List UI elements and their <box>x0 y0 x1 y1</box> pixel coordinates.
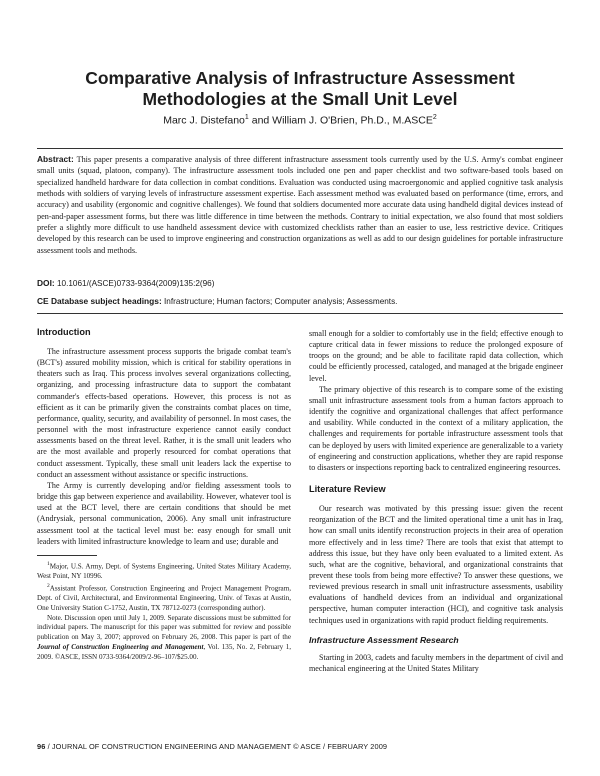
author-2-affiliation-mark: 2 <box>432 114 437 121</box>
infrastructure-assessment-research-heading: Infrastructure Assessment Research <box>309 634 459 645</box>
abstract-label: Abstract: <box>37 154 74 164</box>
footer-journal-line: / JOURNAL OF CONSTRUCTION ENGINEERING AND MANAGEMENT © ASCE / FEBRUARY 2009 <box>45 742 388 751</box>
footnote-2: $^2$Assistant Professor, Construction Engineering and Project Management Program, Dept. of Civil, Architectural, and Environmental Engineering, Univ. of Texas at Austin, One University Station C-1752, Austin, TX 78712-0273 (corresponding author). <box>37 582 291 612</box>
footnote-2-mark: 2 <box>47 582 50 589</box>
subject-headings-label: CE Database subject headings: <box>37 296 162 306</box>
right-column <box>309 328 563 674</box>
abstract-bottom-rule <box>37 313 563 314</box>
author-1: Marc J. Distefano <box>163 114 245 127</box>
introduction-paragraph-1: The infrastructure assessment process supports the brigade combat team's (BCT's) assured mobility mission, which is critical for stability operations in theaters such as Iraq. This process involves several organizations collecting, organizing, and processing infrastructure data to support the combatant commander's effects-based operations. However, this process is not as efficient as it can be primarily given the constraints combat places on time, performance, quality, security, and availability of personnel. In most cases, the personnel with the most infrastructure experience cannot easily conduct assessments based on the threat level. Rather, it is the small unit leaders who are the most available and properly resourced for combat operations that conduct assessment. Typically, these small unit leaders lack the expertise to conduct an assessment without assistance or specific instructions. <box>37 347 291 479</box>
doi-line <box>37 278 563 288</box>
abstract-text: This paper presents a comparative analysis of three different infrastructure assessment tools currently used by the U.S. Army's combat engineer small units (squad, platoon, company). The infrastructure assessment tools included one pen and paper checklist and two software-based tools based on specialized handheld hardware for data collection in combat conditions. Evaluation was conducted using macroergonomic and applied cognitive task analysis methods with soldiers of varying levels of infrastructure assessment expertise. Each assessment method was evaluated based on performance (time, errors, and accuracy) and usability (ergonomic and cognitive challenges). We found that soldiers documented more accurate data using handheld digital devices instead of pen-and-paper assessment forms, but there was little difference in time between the methods. Contrary to initial expectation, we also found that most soldiers prefer a slightly more difficult to use handheld assessment device with customized checklists rather than an easier to use, less restrictive device. Critiques developed by this research can be used to improve engineering and construction organizations as well as add to our design guidelines for portable infrastructure assessment tools and methods. <box>37 155 563 255</box>
abstract-top-rule <box>37 148 563 149</box>
literature-review-paragraph: Our research was motivated by this pressing issue: given the recent reorganization of the BCT and the limited operational time a unit has in Iraq, how can small units identify reconstruction projects in their area of operation more effectively and in less time? There are tools that exist that attempt to address this issue, but they have only been evaluated to a limited extent. As such, what are the cognitive, behavioral, and organizational constraints that prevent these tools from being more effective? To answer these questions, we reviewed previous research in small unit infrastructure assessments, usability evaluations of handheld devices from an individual and organizational perspective, human computer interaction (HCI), and cognitive task analysis techniques used in organizations with rapid product fielding requirements. <box>309 504 563 625</box>
introduction-heading: Introduction <box>37 327 91 337</box>
page-number: 96 <box>37 742 46 751</box>
introduction-paragraph-4: The primary objective of this research is to compare some of the existing small unit infrastructure assessment tools from a human factors approach to identify the cognitive and organizational challenges that affect performance and usability. While conducted in the context of a military application, the challenges and requirements for portable infrastructure assessment tools that can be deployed by users with limited experience are generalizable to a variety of engineering and construction applications, whether they are rapid response to disasters or inspections reporting back to centralized engineering resources. <box>309 384 563 472</box>
footnote-1-mark: 1 <box>47 560 50 567</box>
author-1-affiliation-mark: 1 <box>244 114 249 121</box>
page-footer <box>37 742 563 751</box>
paper-title: Comparative Analysis of Infrastructure Assessment Methodologies at the Small Unit Level <box>85 68 515 109</box>
left-column <box>37 326 291 663</box>
discussion-note: Note. Discussion open until July 1, 2009. Separate discussions must be submitted for individual papers. The manuscript for this paper was submitted for review and possible publication on May 3, 2007; approved on February 26, 2008. This paper is part of the Journal of Construction Engineering and Management, Vol. 135, No. 2, February 1, 2009. ©ASCE, ISSN 0733-9364/2009/2-96–107/$25.00. <box>37 613 292 661</box>
footnote-rule <box>37 555 97 556</box>
subject-headings-value: Infrastructure; Human factors; Computer analysis; Assessments. <box>164 297 398 306</box>
author-line <box>30 114 570 127</box>
author-conjunction: and <box>248 114 273 127</box>
author-2: William J. O'Brien, Ph.D., M.ASCE <box>272 114 433 127</box>
journal-name: Journal of Construction Engineering and Management <box>37 642 204 651</box>
footnote-1: $^1$Major, U.S. Army, Dept. of Systems Engineering, United States Military Academy, West Point, NY 10996. <box>37 560 291 580</box>
doi-label: DOI: <box>37 278 55 288</box>
literature-review-heading: Literature Review <box>309 484 386 495</box>
subject-headings <box>37 296 563 306</box>
abstract <box>37 154 563 256</box>
doi-value: 10.1061/(ASCE)0733-9364(2009)135:2(96) <box>56 279 215 288</box>
introduction-paragraph-3: small enough for a soldier to comfortably use in the field; effective enough to capture critical data in fewer missions to reduce the prolonged exposure of troops on the ground; and be able to facilitate rapid data collection, which could be efficiently processed, cataloged, and managed at the brigade engineer level. <box>309 329 563 383</box>
introduction-paragraph-2: The Army is currently developing and/or fielding assessment tools to bridge this gap between experience and availability. However, whatever tool is used at the BCT level, there are certain conditions that should be met (Andrysiak, personal communication, 2006). Any small unit infrastructure assessment tool at the tactical level must be: easy enough for small unit leaders with limited infrastructure knowledge to learn and use; durable and <box>37 480 291 546</box>
infrastructure-assessment-paragraph: Starting in 2003, cadets and faculty members in the department of civil and mechanical engineering at the United States Military <box>309 652 563 673</box>
